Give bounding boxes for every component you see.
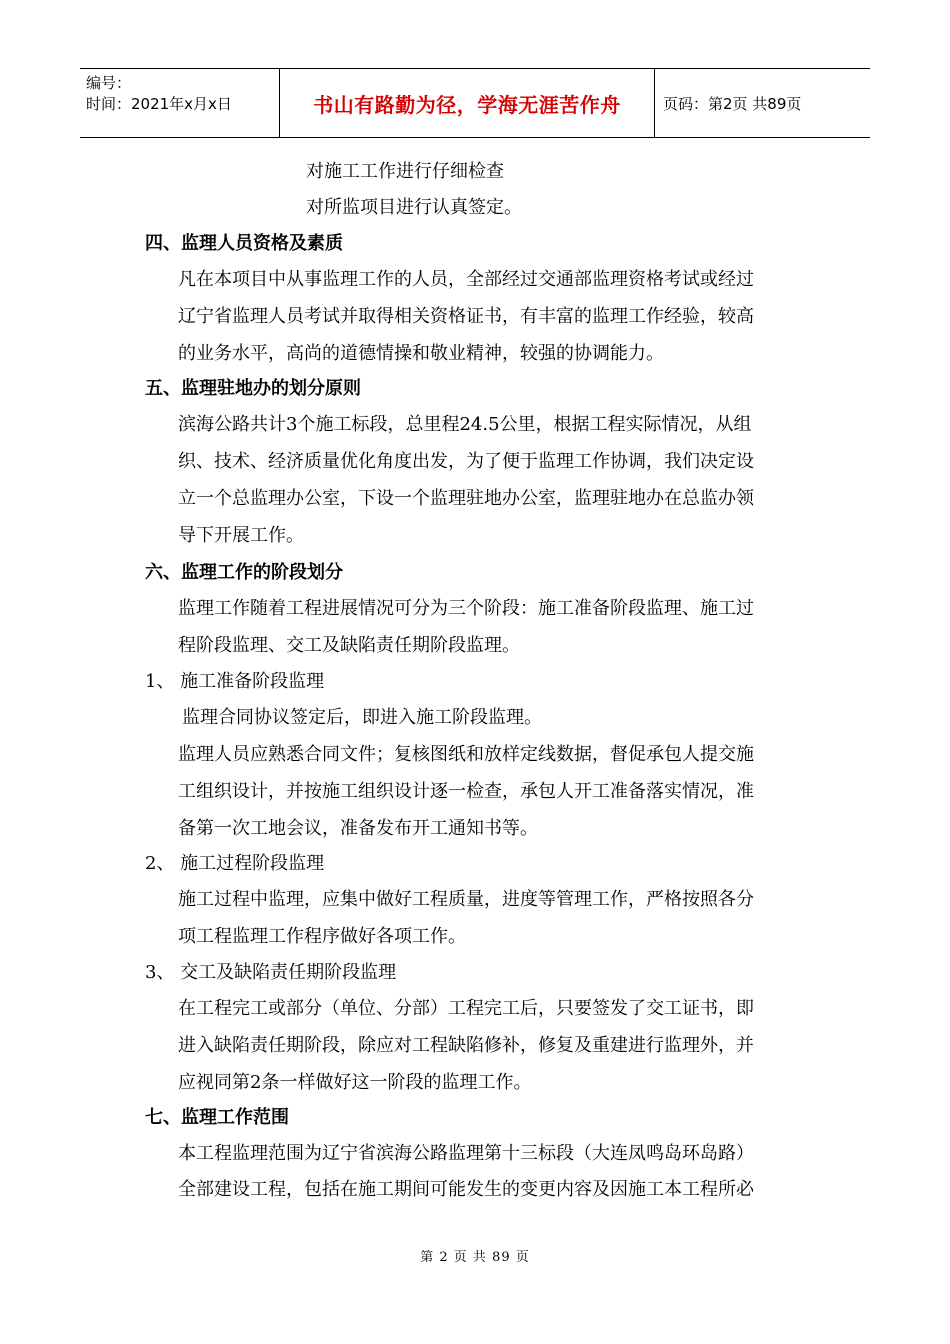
- section-heading: 七、监理工作范围: [145, 1107, 289, 1128]
- body-line: 辽宁省监理人员考试并取得相关资格证书，有丰富的监理工作经验，较高: [178, 306, 754, 327]
- page-footer: 第 2 页 共 89 页: [420, 1250, 530, 1265]
- section-heading: 四、监理人员资格及素质: [145, 233, 343, 254]
- body-line: 立一个总监理办公室，下设一个监理驻地办公室，监理驻地办在总监办领: [178, 488, 754, 509]
- body-line: 的业务水平，高尚的道德情操和敬业精神，较强的协调能力。: [178, 343, 664, 364]
- section-heading: 五、监理驻地办的划分原则: [145, 378, 361, 399]
- body-line: 监理人员应熟悉合同文件；复核图纸和放样定线数据，督促承包人提交施: [178, 744, 754, 765]
- header-motto-cell: [280, 69, 655, 137]
- header-page-info-cell: [655, 69, 870, 137]
- body-line: 凡在本项目中从事监理工作的人员，全部经过交通部监理资格考试或经过: [178, 269, 754, 290]
- header-meta: [80, 69, 280, 137]
- body-line: 工组织设计，并按施工组织设计逐一检查，承包人开工准备落实情况，准: [178, 781, 754, 802]
- date-label: 时间：2021年x月x日: [86, 95, 232, 113]
- body-line: 施工过程中监理，应集中做好工程质量，进度等管理工作，严格按照各分: [178, 889, 754, 910]
- body-line: 应视同第2条一样做好这一阶段的监理工作。: [178, 1072, 532, 1093]
- body-line: 程阶段监理、交工及缺陷责任期阶段监理。: [178, 635, 520, 656]
- page-info-text: 页码：第2页 共89页: [663, 94, 802, 113]
- body-line: 监理工作随着工程进展情况可分为三个阶段：施工准备阶段监理、施工过: [178, 598, 754, 619]
- body-line: 全部建设工程，包括在施工期间可能发生的变更内容及因施工本工程所必: [178, 1179, 754, 1200]
- section-heading: 六、监理工作的阶段划分: [145, 562, 343, 583]
- list-item-heading: 3、 交工及缺陷责任期阶段监理: [145, 962, 397, 983]
- body-line: 本工程监理范围为辽宁省滨海公路监理第十三标段（大连凤鸣岛环岛路）: [178, 1143, 754, 1164]
- body-line: 在工程完工或部分（单位、分部）工程完工后，只要签发了交工证书，即: [178, 998, 754, 1019]
- body-line: 进入缺陷责任期阶段，除应对工程缺陷修补，修复及重建进行监理外，并: [178, 1035, 754, 1056]
- body-line: 对所监项目进行认真签定。: [306, 197, 522, 218]
- motto-text: 书山有路勤为径，学海无涯苦作舟: [313, 92, 621, 117]
- body-line: 对施工工作进行仔细检查: [306, 161, 504, 182]
- list-item-heading: 1、 施工准备阶段监理: [145, 671, 325, 692]
- list-item-heading: 2、 施工过程阶段监理: [145, 853, 325, 874]
- page-header: [80, 68, 870, 138]
- body-line: 滨海公路共计3个施工标段，总里程24.5公里，根据工程实际情况，从组: [178, 414, 752, 435]
- body-line: 导下开展工作。: [178, 525, 304, 546]
- body-line: 织、技术、经济质量优化角度出发，为了便于监理工作协调，我们决定设: [178, 451, 754, 472]
- body-line: 备第一次工地会议，准备发布开工通知书等。: [178, 818, 538, 839]
- body-line: 项工程监理工作程序做好各项工作。: [178, 926, 466, 947]
- body-line: 监理合同协议签定后，即进入施工阶段监理。: [182, 707, 542, 728]
- serial-label: 编号：: [86, 74, 132, 92]
